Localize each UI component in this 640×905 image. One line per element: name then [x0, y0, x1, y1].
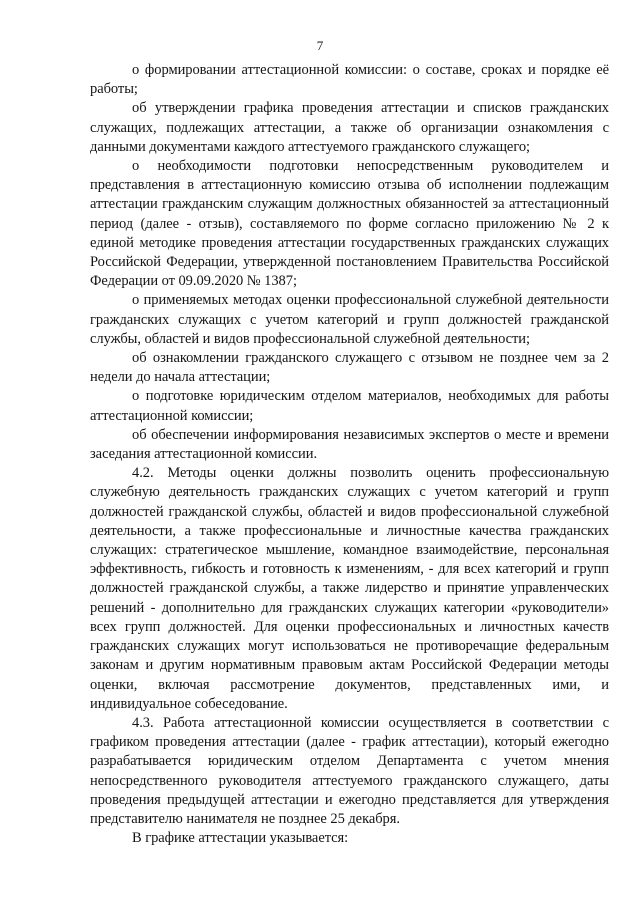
- paragraph-review-preparation: о необходимости подготовки непосредственным руководителем и представления в аттестационную комиссию отзыва об исполнении подлежащим аттестации гражданским служащим должностных обязанностей за аттестационный период (далее - отзыв), составляемого по форме согласно приложению № 2 к единой методике проведения аттестации государственных гражданских служащих Российской Федерации, утвержденной постановлением Правительства Российской Федерации от 09.09.2020 № 1387;: [90, 158, 609, 290]
- paragraph-schedule-contents: В графике аттестации указывается:: [132, 830, 349, 847]
- paragraph-schedule-approval: об утверждении графика проведения аттестации и списков гражданских служащих, подлежащих аттестации, а также об организации ознакомления с данными документами каждого аттестуемого гражданского служащего;: [90, 100, 609, 155]
- paragraph-evaluation-methods: о применяемых методах оценки профессиональной служебной деятельности гражданских служащих с учетом категорий и групп должностей гражданской службы, областей и видов профессиональной служебной деятельности;: [90, 292, 609, 347]
- paragraph-section-4-3: 4.3. Работа аттестационной комиссии осуществляется в соответствии с графиком проведения аттестации (далее - график аттестации), который ежегодно разрабатывается юридическим отделом Департамента с учетом мнения непосредственного руководителя аттестуемого гражданского служащего, даты проведения предыдущей аттестации и ежегодно представляется для утверждения представителю нанимателя не позднее 25 декабря.: [90, 714, 609, 827]
- page-number: 7: [316, 38, 324, 53]
- paragraph-expert-notification: об обеспечении информирования независимых экспертов о месте и времени заседания аттестационной комиссии.: [90, 426, 609, 463]
- paragraph-review-familiarization: об ознакомлении гражданского служащего с отзывом не позднее чем за 2 недели до начала аттестации;: [90, 350, 609, 386]
- paragraph-legal-materials: о подготовке юридическим отделом материалов, необходимых для работы аттестационной комиссии;: [90, 388, 609, 424]
- paragraph-commission-formation: о формировании аттестационной комиссии: о составе, сроках и порядке её работы;: [90, 62, 609, 98]
- paragraph-section-4-2: 4.2. Методы оценки должны позволить оценить профессиональную служебную деятельность гражданских служащих с учетом категорий и групп должностей гражданской службы, областей и видов профессиональной служебной деятельности, а также профессиональные и личностные качества гражданских служащих: стратегическое мышление, командное взаимодействие, персональная эффективность, гибкость и готовность к изменениям, - для всех категорий и групп должностей гражданской службы, а также лидерство и принятие управленческих решений - дополнительно для гражданских служащих категории «руководители» всех групп должностей. Для оценки профессиональных и личностных качеств гражданских служащих могут использоваться не противоречащие федеральным законам и другим нормативным правовым актам Российской Федерации методы оценки, включая рассмотрение документов, представленных ими, и индивидуальное собеседование.: [90, 465, 609, 712]
- document-body: [90, 61, 609, 848]
